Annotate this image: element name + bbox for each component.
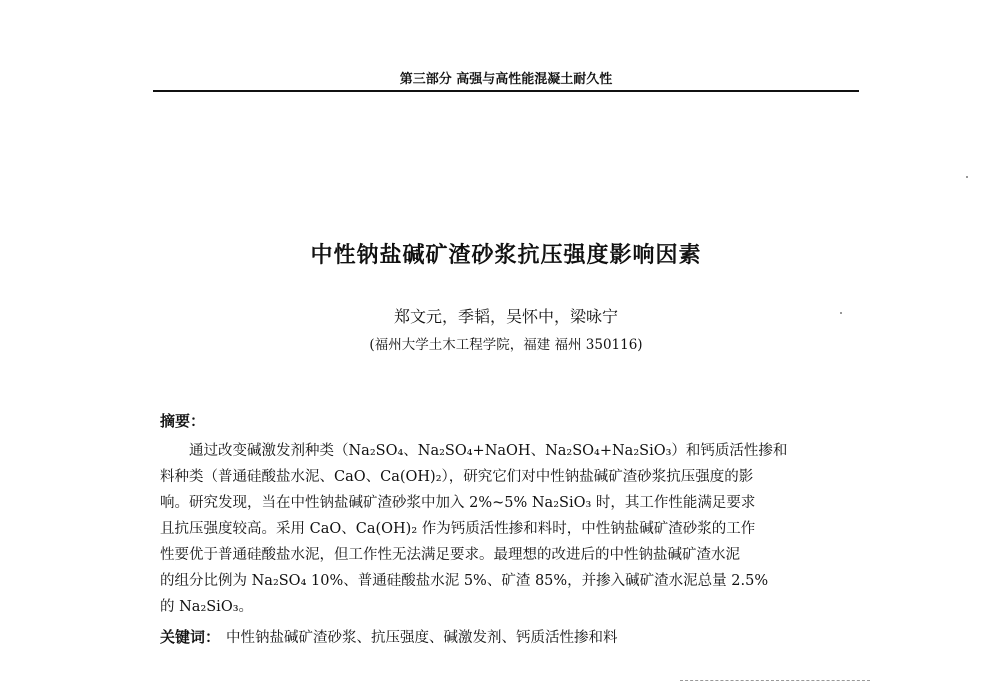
scan-speck <box>966 176 968 178</box>
scan-speck <box>840 312 842 314</box>
keywords <box>160 626 618 647</box>
abstract-line: 响。研究发现，当在中性钠盐碱矿渣砂浆中加入 2%~5% Na₂SiO₃ 时，其工作性能满足要求 <box>160 495 756 511</box>
author-list: 郑文元，季韬，吴怀中，梁咏宁 <box>393 307 618 326</box>
scan-artifact-line <box>680 680 870 681</box>
paper-title: 中性钠盐碱矿渣砂浆抗压强度影响因素 <box>310 243 702 268</box>
abstract-body <box>160 438 864 620</box>
header-rule <box>153 90 859 92</box>
abstract-line: 性要优于普通硅酸盐水泥，但工作性无法满足要求。最理想的改进后的中性钠盐碱矿渣水泥 <box>160 547 740 563</box>
keywords-text: 中性钠盐碱矿渣砂浆、抗压强度、碱激发剂、钙质活性掺和料 <box>226 630 618 646</box>
affiliation: (福州大学土木工程学院，福建 福州 350116) <box>369 337 643 353</box>
keywords-label: 关键词： <box>160 628 221 646</box>
abstract-line: 通过改变碱激发剂种类（Na₂SO₄、Na₂SO₄+NaOH、Na₂SO₄+Na₂SiO₃）和钙质活性掺和 <box>160 443 788 459</box>
abstract-line: 的 Na₂SiO₃。 <box>160 599 254 615</box>
abstract-line: 料种类（普通硅酸盐水泥、CaO、Ca(OH)₂），研究它们对中性钠盐碱矿渣砂浆抗压强度的影 <box>160 469 754 485</box>
abstract-line: 且抗压强度较高。采用 CaO、Ca(OH)₂ 作为钙质活性掺和料时，中性钠盐碱矿渣砂浆的工作 <box>160 521 756 537</box>
abstract-line: 的组分比例为 Na₂SO₄ 10%、普通硅酸盐水泥 5%、矿渣 85%，并掺入碱矿渣水泥总量 2.5% <box>160 573 769 589</box>
running-head: 第三部分 高强与高性能混凝土耐久性 <box>399 72 613 87</box>
abstract-heading: 摘要： <box>160 412 206 430</box>
